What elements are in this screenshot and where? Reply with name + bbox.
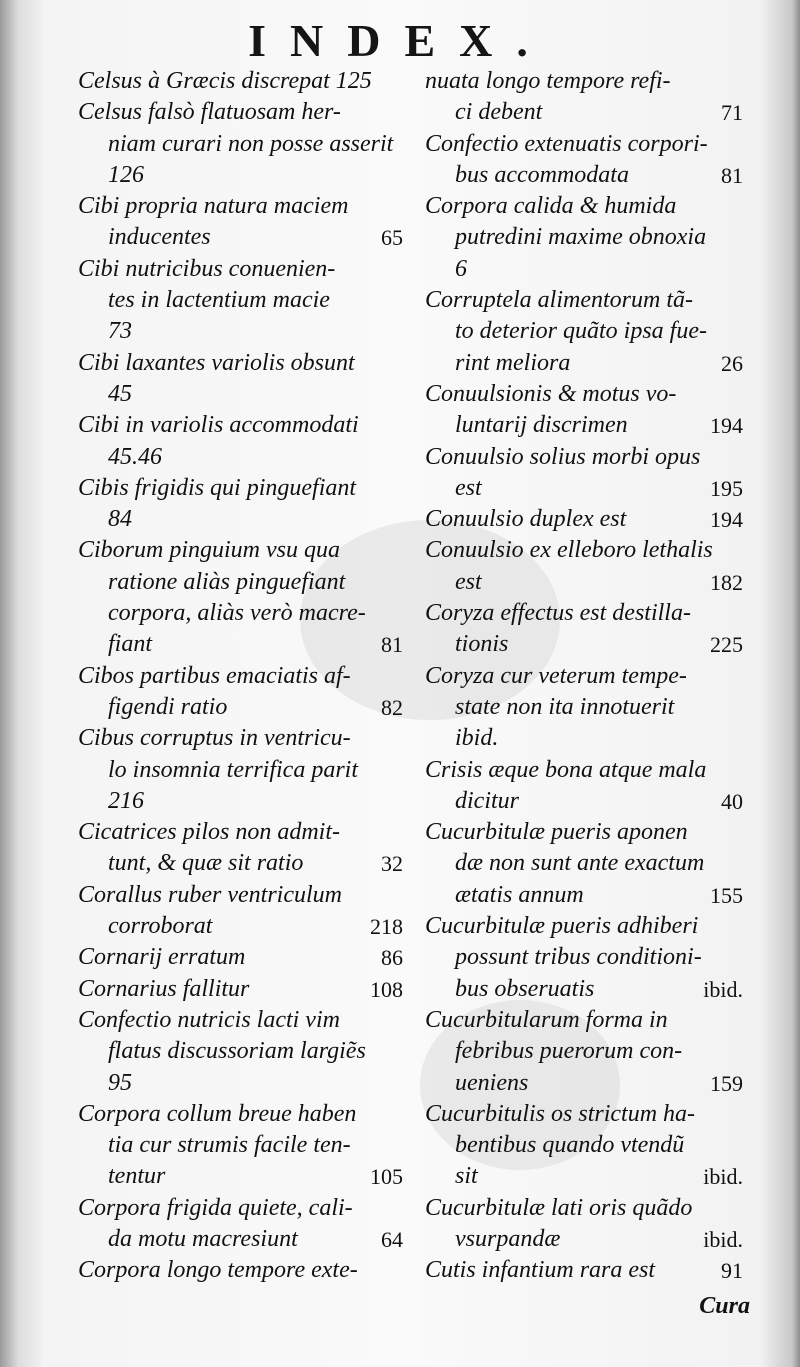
entry-line: [425, 160, 743, 191]
entry-line: [425, 348, 743, 379]
index-entry: [78, 974, 403, 1005]
entry-line: putredini maxime obnoxia: [455, 224, 707, 251]
entry-line: 126: [108, 161, 144, 188]
page-number: 218: [370, 914, 403, 940]
index-entry: [425, 1255, 743, 1286]
index-entry: [425, 1193, 743, 1256]
index-entry: [425, 661, 743, 755]
index-entry: [425, 911, 743, 1005]
page-number: 194: [710, 507, 743, 533]
index-entry: [425, 379, 743, 442]
entry-line: Corpora frigida quiete, cali-: [78, 1194, 353, 1221]
index-entry: [78, 1255, 403, 1286]
entry-line: to deterior quãto ipsa fue-: [455, 318, 707, 345]
entry-line: Cucurbitulæ pueris aponen: [425, 819, 688, 846]
index-column-right: [425, 66, 743, 1287]
entry-line: Corpora calida & humida: [425, 193, 677, 220]
entry-line: Cicatrices pilos non admit-: [78, 819, 340, 846]
entry-line: Corpora longo tempore exte-: [78, 1257, 358, 1284]
entry-line: [78, 629, 403, 660]
entry-line: Corruptela alimentorum tã-: [425, 287, 693, 314]
page-number: 71: [721, 100, 743, 126]
entry-line: Confectio extenuatis corpori-: [425, 130, 708, 157]
page-number: 65: [381, 225, 403, 251]
page-number: 26: [721, 350, 743, 376]
entry-line: Conuulsionis & motus vo-: [425, 380, 677, 407]
entry-line: [78, 942, 403, 973]
entry-text: bus obseruatis: [455, 975, 595, 1002]
page-number: 32: [381, 851, 403, 877]
entry-line: [425, 974, 743, 1005]
entry-line: Cibus corruptus in ventricu-: [78, 725, 351, 752]
entry-line: [425, 97, 743, 128]
entry-line: 45: [108, 380, 132, 407]
entry-line: [425, 410, 743, 441]
entry-line: Cucurbitulis os strictum ha-: [425, 1100, 696, 1127]
index-entry: [425, 535, 743, 598]
entry-line: 6: [455, 255, 467, 282]
page-number: 64: [381, 1226, 403, 1252]
entry-text: vsurpandæ: [455, 1225, 561, 1252]
entry-text: est: [455, 568, 482, 595]
index-entry: [78, 97, 403, 191]
index-entry: [78, 942, 403, 973]
entry-text: Cornarij erratum: [78, 944, 246, 971]
entry-line: [425, 567, 743, 598]
entry-text: Cornarius fallitur: [78, 975, 250, 1002]
entry-line: [425, 786, 743, 817]
index-entry: [78, 1193, 403, 1256]
entry-text: est: [455, 474, 482, 501]
entry-line: bentibus quando vtendũ: [455, 1132, 685, 1159]
page-number: 155: [710, 882, 743, 908]
entry-text: Cutis infantium rara est: [425, 1257, 656, 1284]
entry-line: [78, 974, 403, 1005]
page-title: INDEX.: [248, 15, 552, 66]
index-entry: [78, 191, 403, 254]
index-entry: [78, 473, 403, 536]
index-entry: [425, 598, 743, 661]
entry-line: Coryza cur veterum tempe-: [425, 662, 687, 689]
entry-line: [425, 504, 743, 535]
page-number: ibid.: [703, 1226, 743, 1252]
page-number: 108: [370, 976, 403, 1002]
page-number: 81: [381, 632, 403, 658]
index-entry: [425, 285, 743, 379]
entry-line: Cibos partibus emaciatis af-: [78, 662, 351, 689]
entry-text: sit: [455, 1163, 478, 1190]
entry-text: rint meliora: [455, 349, 571, 376]
index-entry: [78, 1099, 403, 1193]
index-entry: [78, 1005, 403, 1099]
entry-text: dicitur: [455, 787, 519, 814]
entry-line: 45.46: [108, 443, 162, 470]
index-entry: [425, 504, 743, 535]
entry-line: tes in lactentium macie: [108, 287, 330, 314]
index-entry: [425, 755, 743, 818]
index-entry: [78, 348, 403, 411]
index-entry: [425, 817, 743, 911]
page-number: 40: [721, 788, 743, 814]
index-entry: [78, 66, 403, 97]
entry-text: figendi ratio: [108, 693, 228, 720]
entry-line: possunt tribus conditioni-: [455, 944, 702, 971]
entry-text: luntarij discrimen: [455, 412, 628, 439]
entry-line: Conuulsio solius morbi opus: [425, 443, 701, 470]
entry-line: Cibi in variolis accommodati: [78, 412, 359, 439]
entry-line: ratione aliàs pinguefiant: [108, 568, 346, 595]
entry-line: niam curari non posse asserit: [108, 130, 394, 157]
entry-line: Coryza effectus est destilla-: [425, 600, 691, 627]
entry-line: 95: [108, 1069, 132, 1096]
page-number: 81: [721, 162, 743, 188]
entry-line: [78, 1224, 403, 1255]
index-entry: [425, 1005, 743, 1099]
entry-line: 216: [108, 787, 144, 814]
page-number: ibid.: [703, 976, 743, 1002]
entry-text: corroborat: [108, 913, 213, 940]
entry-text: tunt, & quæ sit ratio: [108, 850, 304, 877]
entry-text: ætatis annum: [455, 881, 584, 908]
entry-text: inducentes: [108, 224, 211, 251]
entry-text: fiant: [108, 631, 153, 658]
page-number: 225: [710, 632, 743, 658]
index-column-left: [78, 66, 403, 1287]
index-entry: [425, 129, 743, 192]
page-number: 91: [721, 1258, 743, 1284]
entry-text: bus accommodata: [455, 161, 629, 188]
index-entry: [425, 191, 743, 285]
entry-text: Conuulsio duplex est: [425, 506, 627, 533]
entry-line: dæ non sunt ante exactum: [455, 850, 705, 877]
entry-line: Cucurbitulæ lati oris quãdo: [425, 1194, 693, 1221]
entry-line: [78, 222, 403, 253]
index-entry: [78, 254, 403, 348]
entry-line: Ciborum pinguium vsu qua: [78, 537, 341, 564]
entry-line: [78, 692, 403, 723]
entry-line: [425, 1255, 743, 1286]
entry-line: 73: [108, 318, 132, 345]
entry-line: [425, 473, 743, 504]
index-entry: [78, 661, 403, 724]
entry-line: state non ita innotuerit: [455, 693, 675, 720]
entry-line: Cibis frigidis qui pinguefiant: [78, 474, 357, 501]
entry-line: Cucurbitularum forma in: [425, 1006, 668, 1033]
entry-line: [78, 911, 403, 942]
entry-line: Cibi laxantes variolis obsunt: [78, 349, 355, 376]
page-number: 159: [710, 1070, 743, 1096]
page-number: ibid.: [703, 1164, 743, 1190]
entry-line: [78, 848, 403, 879]
entry-line: [425, 1224, 743, 1255]
entry-line: nuata longo tempore refi-: [425, 68, 671, 94]
entry-text: tionis: [455, 631, 509, 658]
index-entry: [425, 442, 743, 505]
page-number: 82: [381, 694, 403, 720]
entry-line: corpora, aliàs verò macre-: [108, 600, 366, 627]
entry-text: ueniens: [455, 1069, 529, 1096]
index-entry: [78, 535, 403, 660]
entry-text: tentur: [108, 1163, 166, 1190]
entry-line: 84: [108, 506, 132, 533]
entry-line: Celsus falsò flatuosam her-: [78, 99, 341, 126]
page-number: 194: [710, 413, 743, 439]
entry-line: Cibi propria natura maciem: [78, 193, 349, 220]
entry-line: febribus puerorum con-: [455, 1038, 683, 1065]
catchword: Cura: [699, 1293, 750, 1319]
page-number: 195: [710, 475, 743, 501]
index-entry: [78, 723, 403, 817]
entry-line: Corpora collum breue haben: [78, 1100, 357, 1127]
entry-line: Celsus à Græcis discrepat 125: [78, 68, 372, 94]
entry-line: Corallus ruber ventriculum: [78, 881, 342, 908]
entry-line: [78, 1161, 403, 1192]
entry-line: flatus discussoriam largiẽs: [108, 1038, 366, 1065]
entry-line: Confectio nutricis lacti vim: [78, 1006, 340, 1033]
entry-text: ci debent: [455, 99, 543, 126]
entry-line: [425, 1161, 743, 1192]
entry-line: [425, 629, 743, 660]
entry-line: ibid.: [455, 725, 499, 752]
index-entry: [425, 1099, 743, 1193]
entry-line: Cucurbitulæ pueris adhiberi: [425, 913, 699, 940]
index-entry: [78, 880, 403, 943]
entry-line: Conuulsio ex elleboro lethalis: [425, 537, 713, 564]
entry-text: da motu macresiunt: [108, 1225, 298, 1252]
entry-line: Crisis æque bona atque mala: [425, 756, 707, 783]
page-number: 182: [710, 569, 743, 595]
entry-line: Cibi nutricibus conuenien-: [78, 255, 336, 282]
index-entry: [425, 66, 743, 129]
entry-line: [425, 880, 743, 911]
page-number: 105: [370, 1164, 403, 1190]
entry-line: lo insomnia terrifica parit: [108, 756, 359, 783]
page-number: 86: [381, 945, 403, 971]
entry-line: tia cur strumis facile ten-: [108, 1132, 351, 1159]
index-entry: [78, 410, 403, 473]
entry-line: [425, 1068, 743, 1099]
index-entry: [78, 817, 403, 880]
